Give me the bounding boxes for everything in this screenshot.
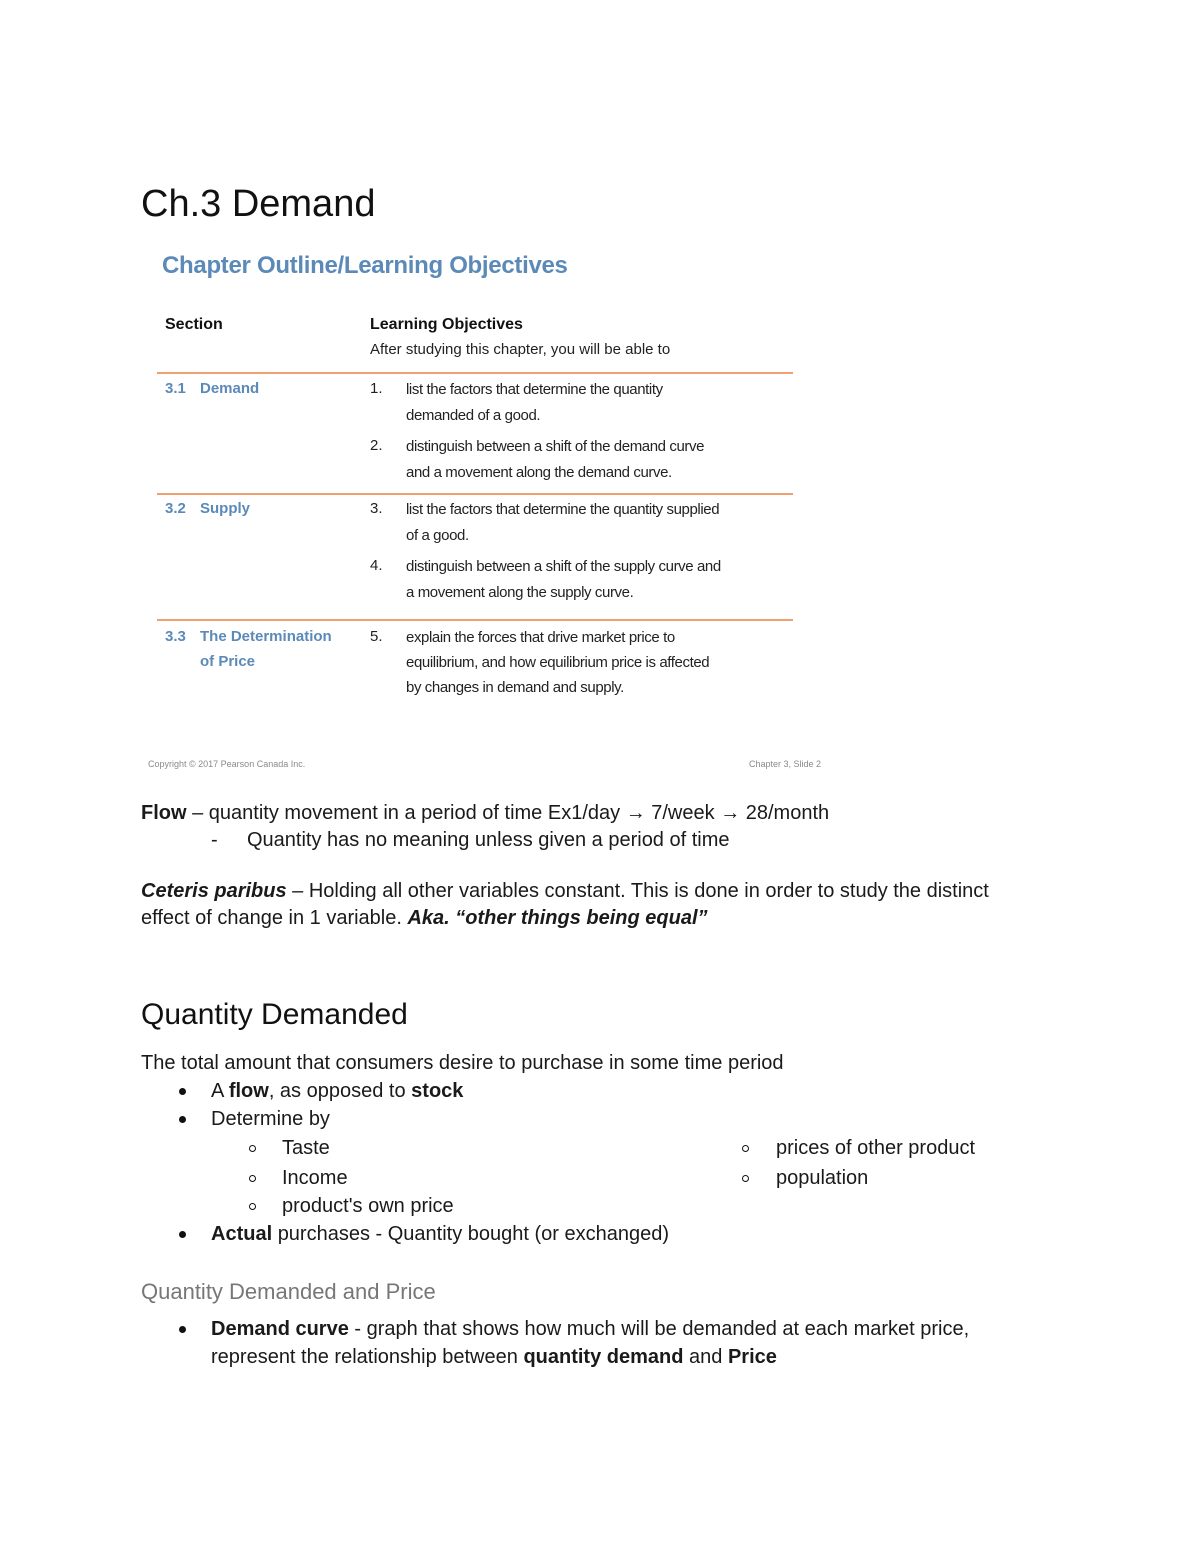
objective-number: 2. [370,437,383,454]
section-name: The Determination [200,628,332,645]
objective-number: 4. [370,557,383,574]
bullet-icon [179,1116,186,1123]
objective-line: explain the forces that drive market price to [406,629,675,646]
determinant-item: population [776,1167,869,1189]
objective-line: distinguish between a shift of the supply curve and [406,558,721,575]
flow-text: 28/month [745,802,830,824]
objective-number: 5. [370,628,383,645]
ceteris-text: Holding all other variables constant. This is done in order to study the distinct [308,880,989,902]
aka-label: Aka. [407,907,450,929]
circle-bullet-icon [249,1203,256,1210]
text: quantity demand [523,1346,684,1368]
objective-number: 1. [370,380,383,397]
circle-bullet-icon [742,1145,749,1152]
arrow-icon: → [720,802,741,824]
ceteris-definition [141,878,989,905]
column-header-section: Section [165,316,223,333]
objective-number: 3. [370,500,383,517]
qd-bullet-determine: Determine by [211,1108,330,1130]
arrow-icon: → [625,802,646,824]
bullet-icon [179,1088,186,1095]
circle-bullet-icon [249,1145,256,1152]
determinant-item: product's own price [282,1195,454,1217]
text: Price [727,1346,777,1368]
section-heading: Quantity Demanded [141,998,408,1031]
objective-line: and a movement along the demand curve. [406,464,672,481]
slide-footer-page: Chapter 3, Slide 2 [749,759,822,769]
text: Actual [211,1223,273,1245]
table-rule [157,372,793,374]
objective-line: a movement along the supply curve. [406,584,634,601]
section-number: 3.1 [165,380,186,397]
dash: – [292,880,304,902]
table-rule [157,619,793,621]
qd-bullet-flow [211,1078,463,1105]
objective-line: distinguish between a shift of the demand curve [406,438,705,455]
ceteris-text: effect of change in 1 variable. [141,907,402,929]
demand-curve-line1 [211,1316,969,1343]
determinant-item: Taste [282,1137,330,1159]
column-header-subtitle: After studying this chapter, you will be able to [370,341,671,358]
objective-line: of a good. [406,527,469,544]
text: flow [228,1080,269,1102]
text: purchases - Quantity bought (or exchanged) [277,1223,670,1245]
text: Demand curve [211,1318,349,1340]
flow-text: quantity movement in a period of time Ex1/day [208,802,621,824]
objective-line: equilibrium, and how equilibrium price is affected [406,654,710,671]
text: stock [411,1080,464,1102]
subsection-heading: Quantity Demanded and Price [141,1279,436,1304]
bullet-icon [179,1326,186,1333]
objective-line: list the factors that determine the quantity [406,381,663,398]
ceteris-definition-line2 [141,905,708,932]
text: and [689,1346,723,1368]
determinant-item: prices of other product [776,1137,975,1159]
qd-intro: The total amount that consumers desire to purchase in some time period [141,1052,784,1074]
flow-sub-text: Quantity has no meaning unless given a period of time [247,829,730,851]
page-title: Ch.3 Demand [141,183,376,225]
objective-line: demanded of a good. [406,407,541,424]
objective-line: by changes in demand and supply. [406,679,624,696]
circle-bullet-icon [249,1175,256,1182]
flow-sub-dash: - [211,829,218,851]
ceteris-term: Ceteris paribus [141,880,287,902]
column-header-objectives: Learning Objectives [370,316,523,333]
determinant-item: Income [282,1167,348,1189]
circle-bullet-icon [742,1175,749,1182]
slide-footer-copyright: Copyright © 2017 Pearson Canada Inc. [148,759,306,769]
flow-definition [141,800,829,827]
section-name: Demand [200,380,260,397]
qd-bullet-actual [211,1221,669,1248]
slide-title: Chapter Outline/Learning Objectives [162,252,568,279]
dash: – [192,802,204,824]
text: - graph that shows how much will be demanded at each market price, [354,1318,970,1340]
text: A [211,1080,224,1102]
bullet-icon [179,1231,186,1238]
section-name: Supply [200,500,251,517]
section-number: 3.3 [165,628,186,645]
demand-curve-line2 [211,1344,777,1371]
section-number: 3.2 [165,500,186,517]
table-rule [157,493,793,495]
section-name: of Price [200,653,256,670]
flow-text: 7/week [651,802,715,824]
objective-line: list the factors that determine the quantity supplied [406,501,720,518]
flow-term: Flow [141,802,187,824]
text: , as opposed to [268,1080,406,1102]
text: represent the relationship between [211,1346,518,1368]
ceteris-quote: “other things being equal” [455,907,708,929]
